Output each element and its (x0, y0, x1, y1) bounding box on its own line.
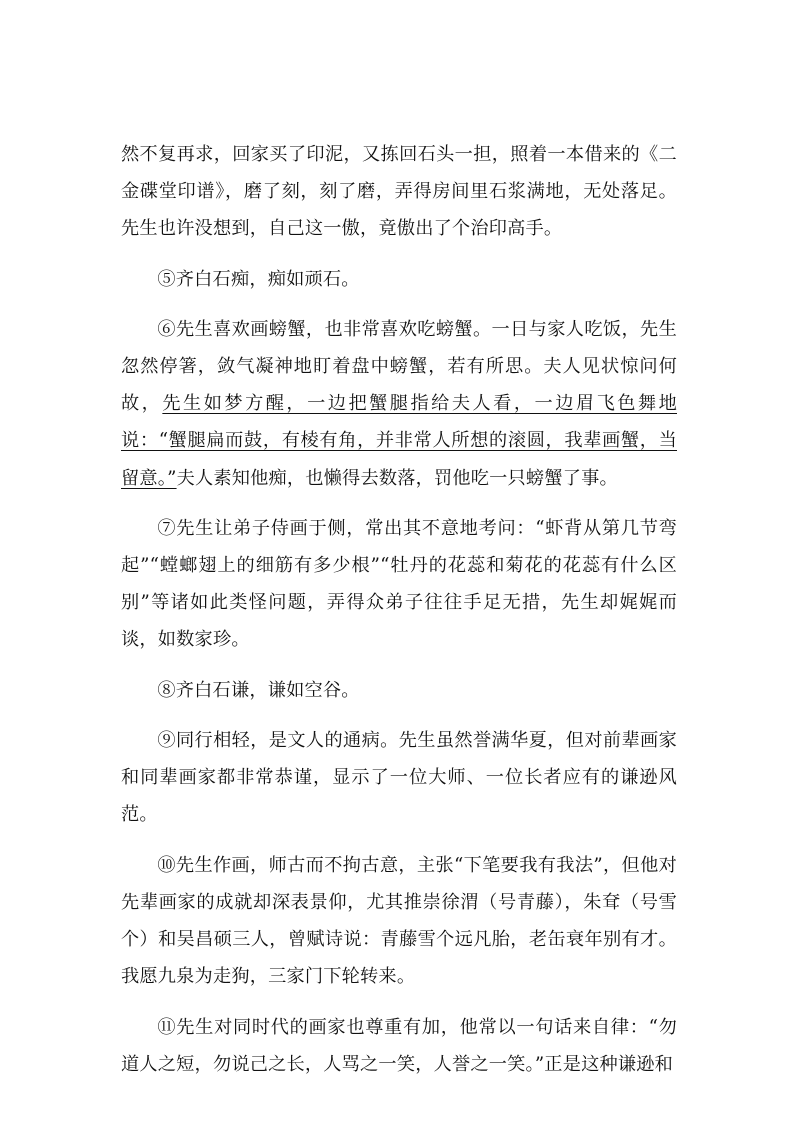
paragraph-10 (121, 847, 677, 995)
paragraph-continued (121, 136, 677, 247)
paragraph-text: ⑦先生让弟子侍画于侧，常出其不意地考问：“虾背从第几节弯起”“螳螂翅上的细筋有多少根”“牡丹的花蕊和菊花的花蕊有什么区别”等诸如此类怪问题，弄得众弟子往往手足无措，先生却娓娓而谈，如数家珍。 (121, 518, 677, 651)
underlined-sentence: 先生如梦方醒，一边把蟹腿指给夫人看，一边眉飞色舞地说：“蟹腿扁而鼓，有棱有角，并非常人所想的滚圆，我辈画蟹，当留意。” (121, 393, 677, 489)
paragraph-9 (121, 722, 677, 833)
paragraph-text: ⑥先生喜欢画螃蟹，也非常喜欢吃螃蟹。一日与家人吃饭，先生忽然停箸，敛气凝神地盯着盘中螃蟹，若有所思。夫人见状惊问何故， (121, 319, 677, 415)
paragraph-8 (121, 672, 677, 709)
paragraph-text: ⑨同行相轻，是文人的通病。先生虽然誉满华夏，但对前辈画家和同辈画家都非常恭谨，显示了一位大师、一位长者应有的谦逊风范。 (121, 730, 677, 826)
paragraph-11 (121, 1009, 677, 1083)
paragraph-text: ⑪先生对同时代的画家也尊重有加，他常以一句话来自律：“勿道人之短，勿说己之长，人骂之一笑，人誉之一笑。”正是这种谦逊和 (121, 1016, 677, 1075)
paragraph-5 (121, 261, 677, 298)
paragraph-7 (121, 510, 677, 658)
paragraph-text: 然不复再求，回家买了印泥，又拣回石头一担，照着一本借来的《二金碟堂印谱》，磨了刻，刻了磨，弄得房间里石浆满地，无处落足。先生也许没想到，自己这一傲，竟傲出了个治印高手。 (121, 144, 677, 240)
article-body (121, 136, 677, 1096)
paragraph-text: ⑩先生作画，师古而不拘古意，主张“下笔要我有我法”，但他对先辈画家的成就却深表景仰，尤其推崇徐渭（号青藤），朱耷（号雪个）和吴昌硕三人，曾赋诗说：青藤雪个远凡胎，老缶衰年别有才。我愿九泉为走狗，三家门下轮转来。 (121, 854, 677, 988)
paragraph-text: ⑧齐白石谦，谦如空谷。 (157, 679, 360, 701)
paragraph-text: ⑤齐白石痴，痴如顽石。 (157, 268, 360, 290)
paragraph-text: 夫人素知他痴，也懒得去数落，罚他吃一只螃蟹了事。 (176, 467, 618, 489)
paragraph-6 (121, 311, 677, 496)
